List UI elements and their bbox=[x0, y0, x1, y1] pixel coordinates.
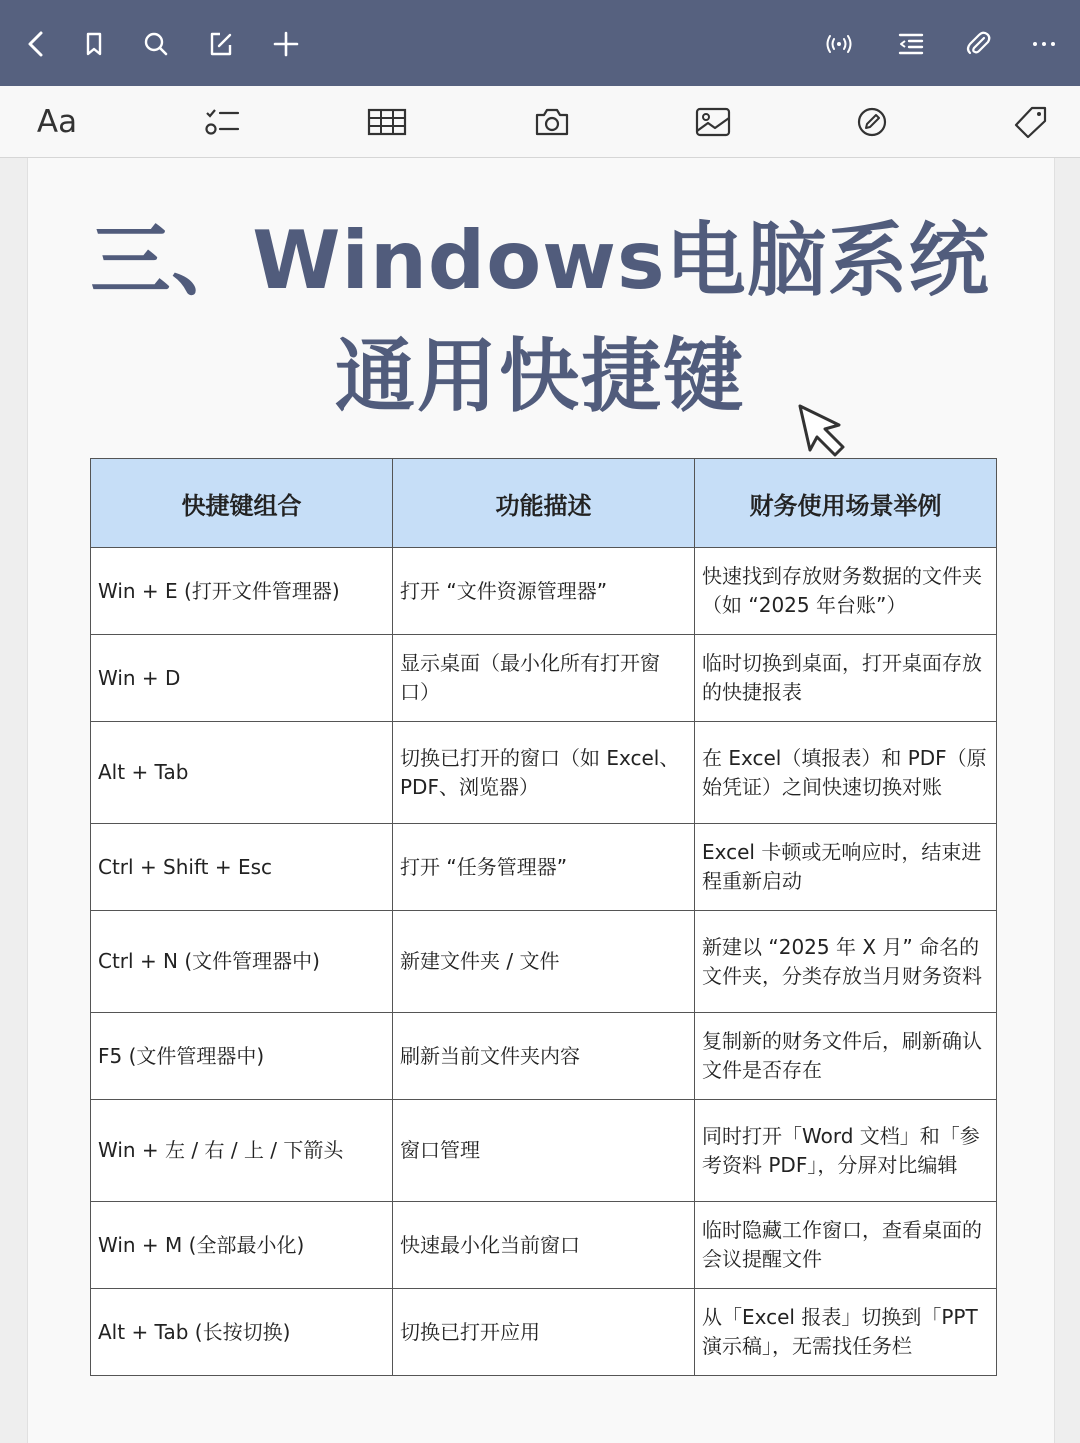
cell-shortcut: Ctrl + Shift + Esc bbox=[91, 824, 393, 911]
table-row bbox=[91, 1202, 997, 1289]
cell-shortcut: Win + E (打开文件管理器) bbox=[91, 548, 393, 635]
format-toolbar bbox=[0, 86, 1080, 158]
table-row bbox=[91, 1013, 997, 1100]
page-title-line1: 三、Windows电脑系统 bbox=[90, 214, 990, 307]
shortcut-table bbox=[90, 458, 997, 1376]
cell-function: 快速最小化当前窗口 bbox=[393, 1202, 695, 1289]
cell-scenario: Excel 卡顿或无响应时，结束进程重新启动 bbox=[695, 824, 997, 911]
cell-function: 窗口管理 bbox=[393, 1100, 695, 1202]
cell-function: 打开 “任务管理器” bbox=[393, 824, 695, 911]
checklist-icon[interactable] bbox=[198, 100, 246, 144]
cell-function: 切换已打开应用 bbox=[393, 1289, 695, 1376]
header-shortcut: 快捷键组合 bbox=[91, 459, 393, 548]
table-row bbox=[91, 911, 997, 1013]
cell-function: 切换已打开的窗口（如 Excel、PDF、浏览器） bbox=[393, 722, 695, 824]
bookmark-icon[interactable] bbox=[72, 22, 116, 66]
mouse-pointer-icon bbox=[795, 402, 853, 462]
broadcast-icon[interactable] bbox=[817, 22, 861, 66]
draw-icon[interactable] bbox=[848, 100, 896, 144]
cell-shortcut: F5 (文件管理器中) bbox=[91, 1013, 393, 1100]
header-function: 功能描述 bbox=[393, 459, 695, 548]
cell-scenario: 新建以 “2025 年 X 月” 命名的文件夹，分类存放当月财务资料 bbox=[695, 911, 997, 1013]
outline-icon[interactable] bbox=[889, 22, 933, 66]
cell-scenario: 临时切换到桌面，打开桌面存放的快捷报表 bbox=[695, 635, 997, 722]
cell-shortcut: Alt + Tab (长按切换) bbox=[91, 1289, 393, 1376]
tag-icon[interactable] bbox=[1006, 100, 1054, 144]
table-header-row bbox=[91, 459, 997, 548]
cell-shortcut: Alt + Tab bbox=[91, 722, 393, 824]
cell-shortcut: Win + D bbox=[91, 635, 393, 722]
cell-scenario: 同时打开「Word 文档」和「参考资料 PDF」，分屏对比编辑 bbox=[695, 1100, 997, 1202]
table-row bbox=[91, 824, 997, 911]
table-row bbox=[91, 1289, 997, 1376]
attachment-icon[interactable] bbox=[956, 22, 1000, 66]
table-row bbox=[91, 548, 997, 635]
text-format-icon[interactable] bbox=[33, 100, 81, 144]
header-scenario: 财务使用场景举例 bbox=[695, 459, 997, 548]
cell-function: 刷新当前文件夹内容 bbox=[393, 1013, 695, 1100]
cell-scenario: 临时隐藏工作窗口，查看桌面的会议提醒文件 bbox=[695, 1202, 997, 1289]
text-format-label: Aa bbox=[36, 104, 78, 140]
cell-function: 新建文件夹 / 文件 bbox=[393, 911, 695, 1013]
edit-icon[interactable] bbox=[199, 22, 243, 66]
top-bar bbox=[0, 0, 1080, 86]
add-icon[interactable] bbox=[264, 22, 308, 66]
cell-scenario: 复制新的财务文件后，刷新确认文件是否存在 bbox=[695, 1013, 997, 1100]
cell-scenario: 快速找到存放财务数据的文件夹（如 “2025 年台账”） bbox=[695, 548, 997, 635]
back-icon[interactable] bbox=[14, 22, 58, 66]
image-icon[interactable] bbox=[689, 100, 737, 144]
table-icon[interactable] bbox=[363, 100, 411, 144]
search-icon[interactable] bbox=[134, 22, 178, 66]
page-title-line2: 通用快捷键 bbox=[335, 330, 745, 423]
more-icon[interactable] bbox=[1022, 22, 1066, 66]
table-row bbox=[91, 722, 997, 824]
table-row bbox=[91, 1100, 997, 1202]
cell-scenario: 在 Excel（填报表）和 PDF（原始凭证）之间快速切换对账 bbox=[695, 722, 997, 824]
camera-icon[interactable] bbox=[528, 100, 576, 144]
cell-shortcut: Ctrl + N (文件管理器中) bbox=[91, 911, 393, 1013]
cell-function: 打开 “文件资源管理器” bbox=[393, 548, 695, 635]
table-row bbox=[91, 635, 997, 722]
cell-scenario: 从「Excel 报表」切换到「PPT 演示稿」，无需找任务栏 bbox=[695, 1289, 997, 1376]
cell-shortcut: Win + 左 / 右 / 上 / 下箭头 bbox=[91, 1100, 393, 1202]
cell-function: 显示桌面（最小化所有打开窗口） bbox=[393, 635, 695, 722]
cell-shortcut: Win + M (全部最小化) bbox=[91, 1202, 393, 1289]
